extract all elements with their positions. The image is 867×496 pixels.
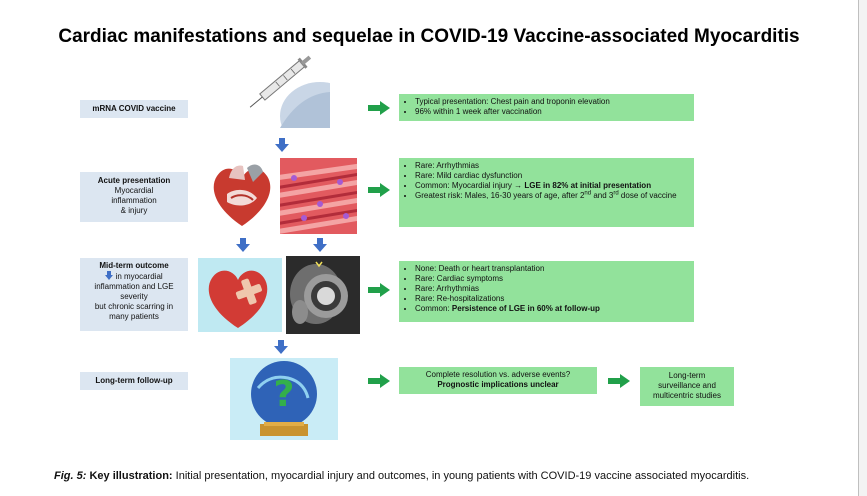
right-arrow-icon: [368, 283, 390, 297]
stage-midterm-line: but chronic scarring in: [94, 302, 174, 311]
right-arrow-symbol: →: [514, 181, 523, 190]
stage-acute-line: Myocardial: [114, 186, 154, 195]
down-arrow-icon: [275, 138, 289, 152]
right-arrow-icon: [368, 374, 390, 388]
surveillance-line: Long-term: [668, 371, 706, 380]
down-arrow-icon: [313, 238, 327, 252]
stage-acute: [80, 172, 188, 222]
cardiac-mri-illustration: [286, 256, 360, 334]
figure-caption: [54, 470, 749, 482]
finding-item: • Common: Myocardial injury → LGE in 82% at initial presentation: [415, 181, 690, 191]
heart-anatomy-illustration: [207, 158, 277, 230]
down-arrow-icon: [274, 340, 288, 354]
stage-midterm-heading: Mid-term outcome: [99, 261, 169, 270]
finding-item: • Rare: Cardiac symptoms: [415, 274, 690, 284]
stage-acute-line: inflammation: [111, 196, 157, 205]
svg-text:?: ?: [273, 374, 295, 415]
surveillance-line: multicentric studies: [652, 391, 722, 400]
finding-item: • Common: Persistence of LGE in 60% at follow-up: [415, 304, 690, 314]
findings-midterm: [399, 261, 694, 322]
down-arrow-icon: [236, 238, 250, 252]
surveillance-line: surveillance and: [658, 381, 716, 390]
stage-vaccine-heading: mRNA COVID vaccine: [92, 104, 176, 113]
stage-vaccine: [80, 100, 188, 118]
stage-midterm-line-first: in myocardial: [80, 271, 188, 282]
finding-item: • Typical presentation: Chest pain and troponin elevation: [415, 97, 690, 107]
page-title: Cardiac manifestations and sequelae in COVID-19 Vaccine-associated Myocarditis: [58, 26, 800, 47]
finding-item: • Rare: Arrhythmias: [415, 284, 690, 294]
finding-item: • 96% within 1 week after vaccination: [415, 107, 690, 117]
finding-item: • Rare: Re-hospitalizations: [415, 294, 690, 304]
down-arrow-icon: [105, 271, 113, 280]
findings-surveillance: [640, 367, 734, 406]
findings-longterm: [399, 367, 597, 394]
stage-midterm: [80, 258, 188, 331]
stage-midterm-line: severity: [120, 292, 148, 301]
longterm-question: Complete resolution vs. adverse events?: [425, 370, 571, 379]
stage-longterm: [80, 372, 188, 390]
figure-caption-text: Initial presentation, myocardial injury and outcomes, in young patients with COVID-19 vaccine associated myocarditis.: [175, 470, 750, 482]
injured-heart-illustration: [198, 258, 282, 332]
stage-longterm-heading: Long-term follow-up: [95, 376, 173, 385]
stage-midterm-line: inflammation and LGE: [94, 282, 174, 291]
finding-item: • Rare: Arrhythmias: [415, 161, 690, 171]
myocardial-tissue-illustration: [280, 158, 357, 234]
figure-number: Fig. 5:: [54, 470, 87, 482]
right-arrow-icon: [368, 101, 390, 115]
finding-item: • None: Death or heart transplantation: [415, 264, 690, 274]
stage-acute-line: & injury: [120, 206, 148, 215]
scrollbar[interactable]: [859, 0, 867, 496]
finding-item: • Rare: Mild cardiac dysfunction: [415, 171, 690, 181]
right-arrow-icon: [368, 183, 390, 197]
stage-midterm-line: many patients: [109, 312, 159, 321]
findings-vaccine: [399, 94, 694, 121]
right-arrow-icon: [608, 374, 630, 388]
crystal-ball-question-illustration: [230, 358, 338, 440]
syringe-illustration: [240, 54, 330, 128]
findings-acute: [399, 158, 694, 227]
finding-item: • Greatest risk: Males, 16-30 years of age, after 2nd and 3rd dose of vaccine: [415, 191, 690, 201]
stage-acute-heading: Acute presentation: [97, 176, 171, 185]
figure-label: Key illustration:: [89, 470, 173, 482]
longterm-implications: Prognostic implications unclear: [437, 380, 559, 389]
